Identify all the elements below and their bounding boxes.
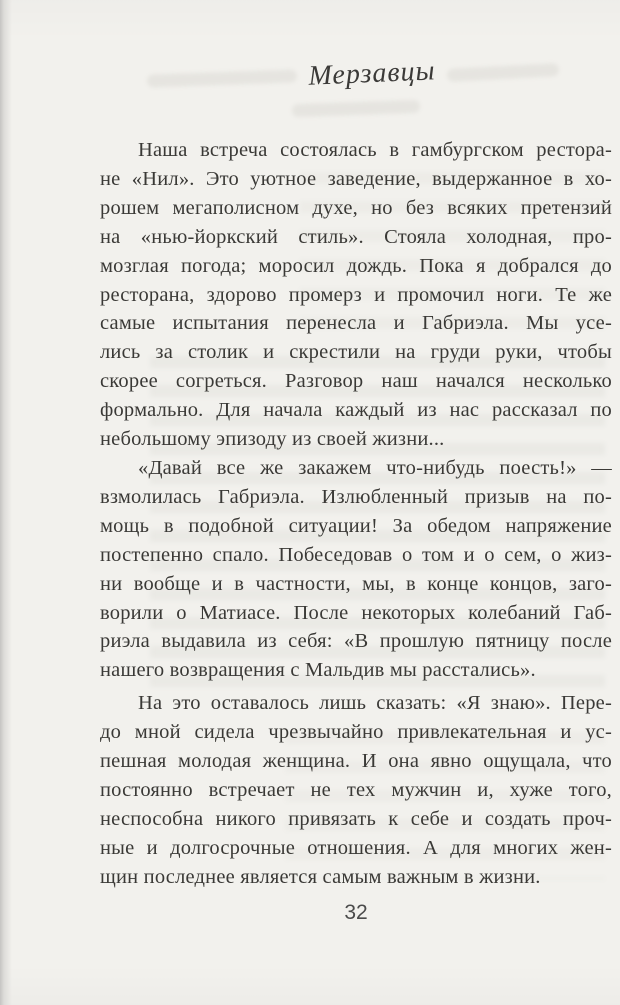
text-line: рошем мегаполисном духе, но без всяких претензий — [100, 196, 612, 219]
text-line: лись за столик и скрестили на груди руки, чтобы — [100, 341, 612, 364]
text-line: мощь в подобной ситуации! За обедом напряжение — [100, 514, 612, 537]
bleed-through-artifact — [447, 63, 560, 82]
bleed-through-artifact — [292, 100, 420, 117]
text-line: ные и долгосрочные отношения. А для многих жен- — [100, 836, 612, 859]
text-line: постоянно встречает не тех мужчин и, хуже того, — [100, 778, 612, 801]
handwritten-chapter-title: Мерзавцы — [307, 55, 437, 92]
text-line: небольшому эпизоду из своей жизни... — [100, 428, 445, 451]
text-block — [100, 136, 612, 892]
paragraph — [100, 136, 612, 454]
text-line: ни вообще и в частности, мы, в конце концов, заго- — [100, 572, 612, 595]
paragraph — [100, 454, 612, 685]
text-line: неспособна никого привязать к себе и создать проч- — [100, 807, 612, 830]
bleed-through-artifact — [147, 69, 297, 87]
text-line: На это оставалось лишь сказать: «Я знаю». Пере- — [138, 692, 612, 715]
text-line: щин последнее является самым важным в жизни. — [100, 865, 541, 888]
page-number: 32 — [344, 901, 368, 924]
spine-shadow — [0, 0, 12, 1005]
text-line: самые испытания перенесла и Габриэла. Мы усе- — [100, 312, 612, 335]
text-line: нашего возвращения с Мальдив мы расстались». — [100, 659, 536, 682]
text-line: риэла выдавила из себя: «В прошлую пятницу после — [100, 630, 612, 653]
text-line: скорее согреться. Разговор наш начался несколько — [100, 370, 612, 393]
text-line: на «нью-йоркский стиль». Стояла холодная, про- — [100, 225, 612, 248]
text-line: Наша встреча состоялась в гамбургском рестора- — [138, 139, 612, 161]
text-line: не «Нил». Это уютное заведение, выдержанное в хо- — [100, 167, 612, 190]
text-line: «Давай все же закажем что-нибудь поесть!» — — [138, 456, 612, 479]
text-line: постепенно спало. Побеседовав о том и о сем, о жиз- — [100, 543, 612, 566]
text-line: мозглая погода; моросил дождь. Пока я добрался до — [100, 254, 612, 277]
text-line: ворили о Матиасе. После некоторых колебаний Габ- — [100, 601, 612, 624]
text-line: до мной сидела чрезвычайно привлекательная и ус- — [100, 721, 612, 744]
text-line: взмолилась Габриэла. Излюбленный призыв на по- — [100, 485, 612, 508]
paragraph — [100, 689, 612, 891]
text-line: ресторана, здорово промерз и промочил ноги. Те же — [100, 283, 612, 306]
text-line: пешная молодая женщина. И она явно ощущала, что — [100, 750, 612, 773]
text-line: формально. Для начала каждый из нас рассказал по — [100, 399, 612, 422]
